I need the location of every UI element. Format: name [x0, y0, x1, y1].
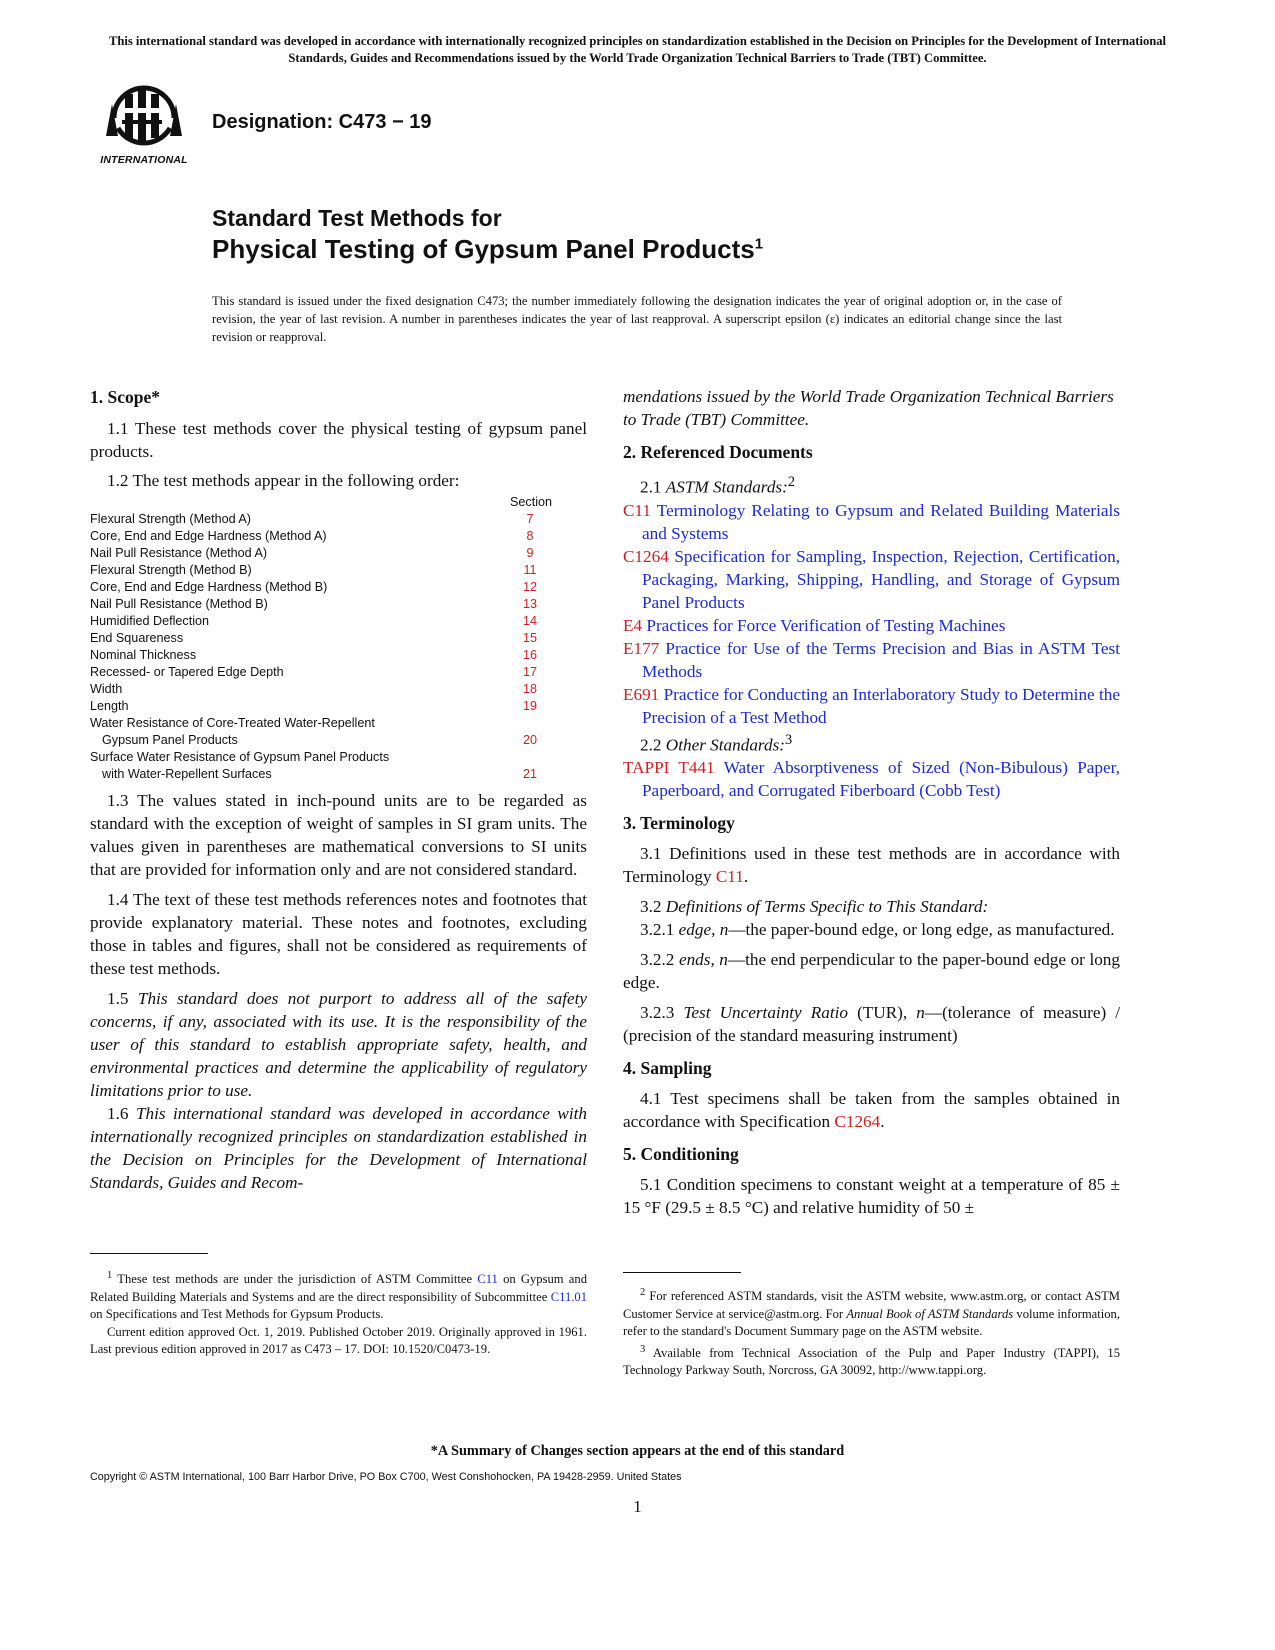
footnotes-right — [623, 1284, 1120, 1380]
term-edge: edge, n — [678, 920, 729, 940]
ref-title-link[interactable]: Water Absorptiveness of Sized (Non-Bibulous) Paper, Paperboard, and Corrugated Fiberboard (Cobb Test) — [642, 758, 1120, 801]
para-2-2 — [623, 729, 1120, 757]
footnote-rule-left — [90, 1253, 208, 1254]
summary-of-changes-note: *A Summary of Changes section appears at the end of this standard — [430, 1443, 845, 1459]
footnote-1 — [90, 1267, 587, 1324]
order-row — [90, 579, 587, 596]
c1264-link[interactable]: C1264 — [834, 1112, 881, 1132]
copyright: Copyright © ASTM International, 100 Barr Harbor Drive, PO Box C700, West Conshohocken, PA 19428-2959. United States — [90, 1471, 682, 1483]
order-row — [90, 545, 587, 562]
term-ends: ends, n — [678, 950, 728, 970]
title-line-1: Standard Test Methods for — [212, 205, 502, 231]
ref-title-link[interactable]: Practices for Force Verification of Testing Machines — [646, 615, 1006, 635]
ref-code-link[interactable]: E4 — [623, 615, 643, 635]
order-row — [90, 715, 587, 749]
ref-code-link[interactable]: C1264 — [623, 546, 669, 566]
title-footnote-mark: 1 — [754, 235, 764, 253]
para-3-1: 3.1 Definitions used in these test methods are in accordance with Terminology C11. — [623, 844, 1120, 887]
footnote-2-text: For referenced ASTM standards, visit the ASTM website, www.astm.org, or contact ASTM Customer Service at service@astm.org. For — [623, 1289, 1120, 1321]
astm-logo-icon — [92, 82, 196, 154]
para-1-5-num: 1.5 — [107, 989, 129, 1008]
order-row — [90, 749, 587, 783]
order-label: Core, End and Edge Hardness (Method B) — [90, 580, 328, 594]
title-text: Physical Testing of Gypsum Panel Products — [212, 234, 755, 264]
order-section-link[interactable]: 8 — [526, 529, 534, 543]
order-row — [90, 698, 587, 715]
para-3-1-text: 3.1 Definitions used in these test methods are in accordance with Terminology — [623, 844, 1120, 887]
order-section-link[interactable]: 14 — [522, 614, 537, 628]
order-section-link[interactable]: 20 — [522, 733, 537, 747]
order-label: Flexural Strength (Method B) — [90, 563, 252, 577]
order-section-link[interactable]: 16 — [522, 648, 537, 662]
order-row — [90, 681, 587, 698]
order-section-link[interactable]: 11 — [523, 563, 537, 577]
para-3-2-1 — [623, 918, 1120, 941]
para-1-6 — [90, 1102, 587, 1194]
para-1-6-continued: mendations issued by the World Trade Organization Technical Barriers to Trade (TBT) Committee. — [623, 387, 1114, 429]
footnote-2 — [623, 1284, 1120, 1341]
order-label: Nominal Thickness — [90, 648, 197, 662]
right-column — [623, 385, 1120, 1219]
order-row — [90, 647, 587, 664]
ref-item-e177 — [623, 637, 1120, 683]
order-label: Surface Water Resistance of Gypsum Panel Products — [90, 750, 390, 764]
footnote-rule-right — [623, 1272, 741, 1273]
left-column — [90, 386, 587, 1194]
order-section-link[interactable]: 19 — [522, 699, 537, 713]
referenced-documents-list — [623, 499, 1120, 729]
order-label-cont: Gypsum Panel Products — [102, 733, 238, 747]
footnote-2-mark: 2 — [640, 1287, 646, 1298]
order-label: End Squareness — [90, 631, 184, 645]
para-1-5-text: This standard does not purport to address all of the safety concerns, if any, associated with its use. It is the responsibility of the user of this standard to establish appropriate safety, health, and environmental practices and determine the applicability of regulatory limitations prior to use. — [90, 989, 587, 1100]
footnote-1-text: These test methods are under the jurisdiction of ASTM Committee — [117, 1272, 473, 1287]
para-1-4: 1.4 The text of these test methods references notes and footnotes that provide explanatory material. These notes and footnotes, excluding those in tables and figures, shall not be considered as requirements of these test methods. — [90, 890, 587, 978]
footnote-1-mark: 1 — [107, 1270, 113, 1281]
para-1-6-text: This international standard was developed in accordance with internationally recognized principles on standardization established in the Decision on Principles for the Development of International Standards, Guides and Recom- — [90, 1104, 587, 1192]
order-section-link[interactable]: 17 — [522, 665, 537, 679]
para-4-1-text: 4.1 Test specimens shall be taken from the samples obtained in accordance with Specification — [623, 1089, 1120, 1132]
footnote-3-mark: 3 — [640, 1343, 646, 1355]
order-header: Section — [510, 495, 553, 509]
ref-code-link[interactable]: C11 — [623, 500, 652, 520]
term-tur-abbr: (TUR), — [857, 1003, 908, 1023]
edition-note: Current edition approved Oct. 1, 2019. Published October 2019. Originally approved in 1961. Last previous edition approved in 2017 as C473 – 17. DOI: 10.1520/C0473-19. — [90, 1324, 587, 1357]
order-label: Nail Pull Resistance (Method A) — [90, 546, 268, 560]
ref-title-link[interactable]: Practice for Conducting an Interlaboratory Study to Determine the Precision of a Test Method — [642, 684, 1120, 727]
order-section-link[interactable]: 18 — [522, 682, 537, 696]
issuance-note: This standard is issued under the fixed designation C473; the number immediately following the designation indicates the year of original adoption or, in the case of revision, the year of last revision. A number in parentheses indicates the year of last reapproval. A superscript epsilon (ε) indicates an editorial change since the last revision or reapproval. — [212, 294, 1062, 344]
order-section-link[interactable]: 15 — [522, 631, 537, 645]
ref-title-link[interactable]: Practice for Use of the Terms Precision and Bias in ASTM Test Methods — [642, 638, 1121, 681]
para-2-2-text: Other Standards: — [665, 735, 785, 755]
footnote-3-ref[interactable]: 3 — [784, 731, 793, 748]
order-label: Width — [90, 682, 123, 696]
order-row — [90, 528, 587, 545]
order-row — [90, 596, 587, 613]
para-1-5 — [90, 987, 587, 1102]
para-1-1: 1.1 These test methods cover the physical testing of gypsum panel products. — [90, 419, 587, 461]
designation: Designation: C473 − 19 — [212, 111, 432, 133]
para-5-1: 5.1 Condition specimens to constant weight at a temperature of 85 ± 15 °F (29.5 ± 8.5 °C) and relative humidity of 50 ± — [623, 1175, 1120, 1218]
ref-code-link[interactable]: TAPPI T441 — [623, 758, 715, 778]
section-3-heading: 3. Terminology — [623, 813, 735, 834]
section-1-heading: 1. Scope* — [90, 387, 160, 407]
order-rows — [90, 511, 587, 715]
order-section-link[interactable]: 21 — [522, 767, 537, 781]
para-3-2-1-num: 3.2.1 — [640, 920, 675, 940]
para-3-2 — [623, 895, 1120, 918]
footnotes-left — [90, 1267, 587, 1359]
order-row — [90, 664, 587, 681]
para-3-2-2-num: 3.2.2 — [640, 950, 675, 970]
order-label: Nail Pull Resistance (Method B) — [90, 597, 268, 611]
para-1-3: 1.3 The values stated in inch-pound units are to be regarded as standard with the exception of weight of samples in SI gram units. The values given in parentheses are mathematical conversions to SI units that are provided for information only and are not considered standard. — [90, 791, 587, 879]
order-label: Recessed- or Tapered Edge Depth — [90, 665, 284, 679]
ref-code-link[interactable]: E177 — [623, 638, 660, 658]
order-label: Length — [90, 699, 129, 713]
order-label-cont: with Water-Repellent Surfaces — [102, 767, 272, 781]
ref-code-link[interactable]: E691 — [623, 684, 660, 704]
wto-notice: This international standard was developed in accordance with internationally recognized principles on standardization established in the Decision on Principles for the Development of International Standards, Guides and Recommendations issued by the World Trade Organization Technical Barriers to Trade (TBT) Committee. — [108, 34, 1167, 65]
footnote-2-text-b: volume information, refer to the standard's Document Summary page on the ASTM website. — [623, 1306, 1120, 1339]
title-line-2 — [212, 234, 763, 265]
order-section-link[interactable]: 13 — [522, 597, 537, 611]
footnote-3 — [623, 1341, 1120, 1380]
footnote-1-text-c: on Specifications and Test Methods for Gypsum Products. — [90, 1307, 384, 1322]
footnote-2-italic: Annual Book of ASTM Standards — [846, 1306, 1014, 1321]
order-section-link[interactable]: 12 — [522, 580, 537, 594]
order-label: Water Resistance of Core-Treated Water-Repellent — [90, 716, 375, 730]
c1101-link[interactable]: C11.01 — [550, 1289, 587, 1304]
para-3-2-2 — [623, 948, 1120, 994]
footnote-1-text-b: on Gypsum and Related Building Materials and Systems and are the direct responsibility of Subcommittee — [90, 1272, 587, 1304]
ref-item-c11 — [623, 499, 1120, 545]
para-1-2: 1.2 The test methods appear in the following order: — [107, 471, 460, 490]
para-4-1: 4.1 Test specimens shall be taken from the samples obtained in accordance with Specification C1264. — [623, 1089, 1120, 1132]
c11-term-link[interactable]: C11 — [715, 867, 744, 887]
def-tur: —(tolerance of measure) / (precision of the standard measuring instrument) — [623, 1003, 1121, 1046]
footnote-2-ref[interactable]: 2 — [787, 474, 796, 490]
ref-item-tappi — [623, 756, 1120, 802]
section-4-heading: 4. Sampling — [623, 1058, 712, 1079]
para-2-2-num: 2.2 — [640, 735, 662, 755]
para-3-2-3-num: 3.2.3 — [640, 1003, 675, 1023]
para-2-1-text: ASTM Standards: — [665, 477, 788, 497]
def-edge: —the paper-bound edge, or long edge, as manufactured. — [728, 920, 1115, 940]
para-2-1-num: 2.1 — [640, 477, 662, 497]
order-section-link[interactable]: 9 — [526, 546, 534, 560]
order-row — [90, 511, 587, 528]
ref-title-link[interactable]: Specification for Sampling, Inspection, Rejection, Certification, Packaging, Marking, Shipping, Handling, and Storage of Gypsum Panel Products — [642, 546, 1120, 612]
term-tur-n: n — [916, 1003, 925, 1023]
order-label: Flexural Strength (Method A) — [90, 512, 251, 526]
para-3-2-num: 3.2 — [640, 897, 662, 917]
footnote-3-text: Available from Technical Association of the Pulp and Paper Industry (TAPPI), 15 Technology Parkway South, Norcross, GA 30092, http://www.tappi.org. — [623, 1345, 1120, 1378]
c11-link[interactable]: C11 — [477, 1272, 498, 1287]
page-number: 1 — [633, 1497, 642, 1516]
ref-item-e691 — [623, 683, 1120, 729]
section-5-heading: 5. Conditioning — [623, 1144, 739, 1165]
test-method-order-table — [90, 494, 587, 783]
para-3-2-text: Definitions of Terms Specific to This Standard: — [665, 897, 989, 917]
term-tur: Test Uncertainty Ratio — [683, 1003, 848, 1023]
section-2-heading: 2. Referenced Documents — [623, 442, 813, 462]
order-section-link[interactable]: 7 — [526, 512, 534, 526]
logo-wordmark: INTERNATIONAL — [100, 154, 188, 166]
order-label: Humidified Deflection — [90, 614, 209, 628]
para-1-6-num: 1.6 — [107, 1104, 129, 1123]
order-row — [90, 613, 587, 630]
order-row — [90, 630, 587, 647]
para-3-2-3 — [623, 1001, 1120, 1047]
ref-item-e4 — [623, 614, 1120, 637]
order-label: Core, End and Edge Hardness (Method A) — [90, 529, 327, 543]
ref-item-c1264 — [623, 545, 1120, 614]
para-2-1 — [623, 471, 1120, 499]
order-row — [90, 562, 587, 579]
astm-logo — [92, 82, 196, 174]
ref-title-link[interactable]: Terminology Relating to Gypsum and Related Building Materials and Systems — [642, 500, 1120, 543]
def-ends: —the end perpendicular to the paper-bound edge or long edge. — [623, 950, 1120, 993]
